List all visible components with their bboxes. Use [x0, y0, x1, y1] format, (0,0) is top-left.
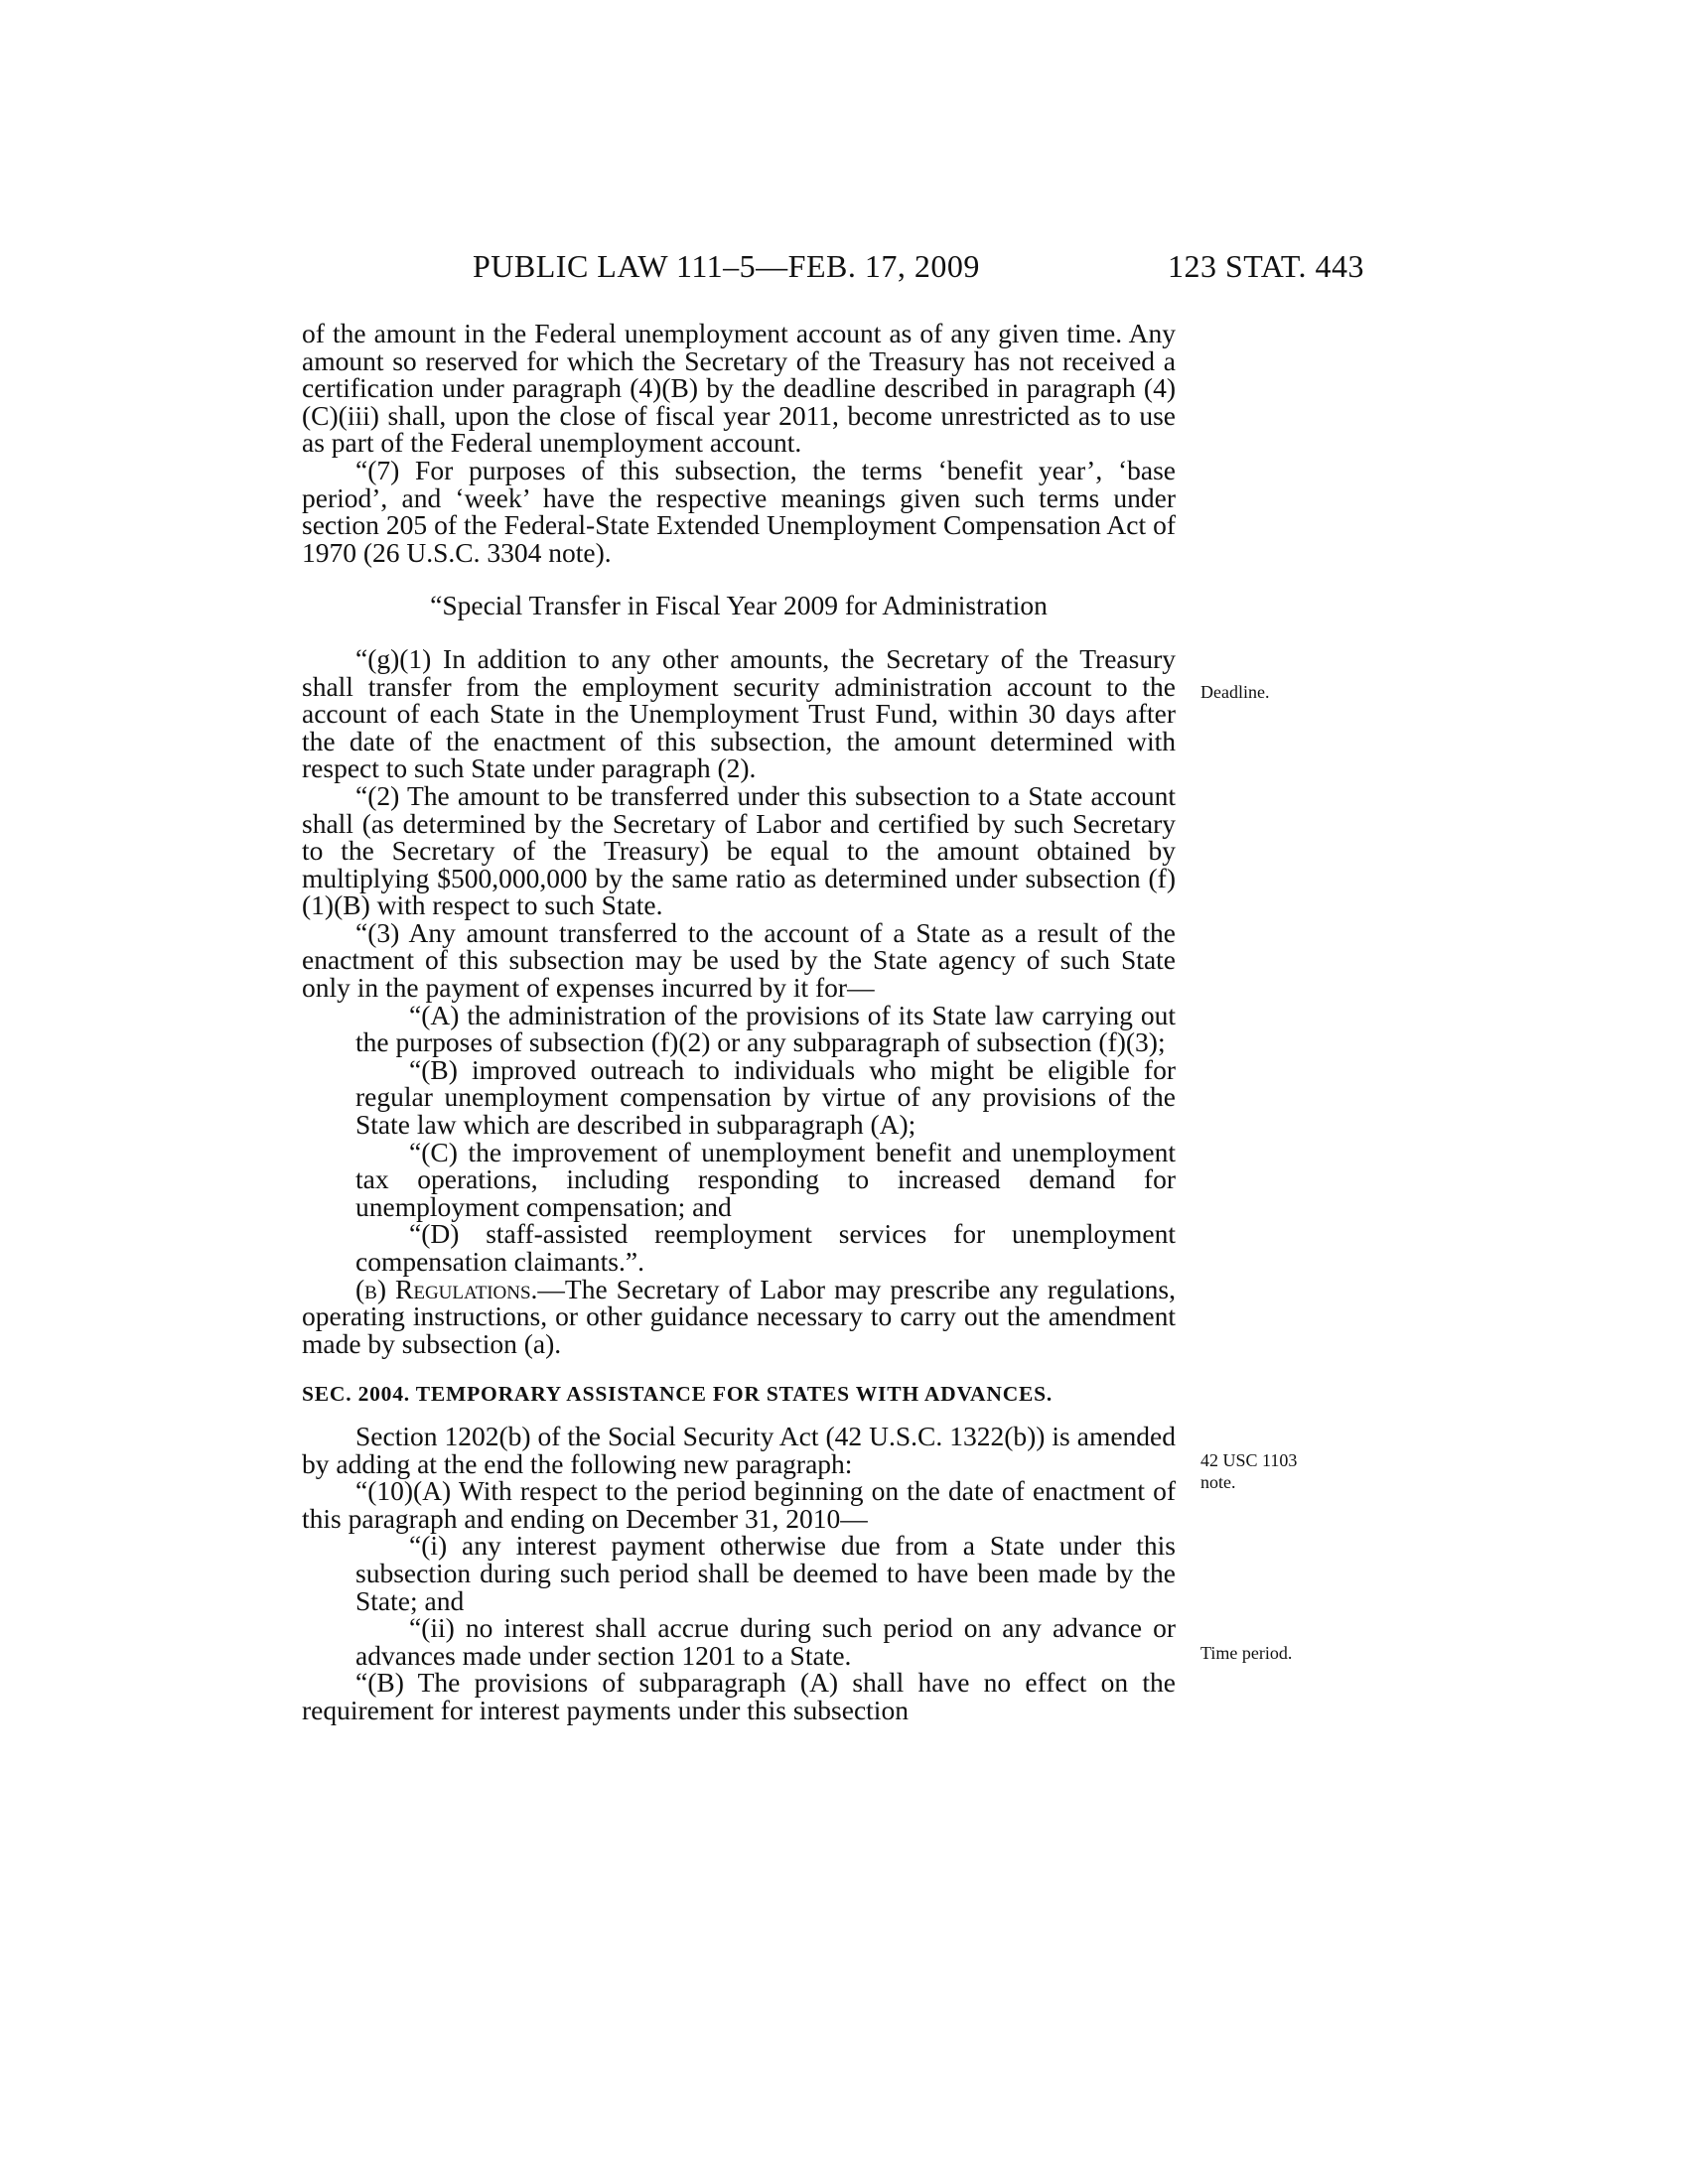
paragraph-7: “(7) For purposes of this subsection, the terms ‘benefit year’, ‘base period’, and ‘week’ have the respective meanings given such terms under section 205 of the Federal-State Extended Unemployment Compensation Act of 1970 (26 U.S.C. 3304 note). — [302, 454, 1176, 568]
paragraph-g1: “(g)(1) In addition to any other amounts, the Secretary of the Treasury shall transfer from the employment security administration account to the account of each State in the Unemployment Trust Fund, within 30 days after the date of the enactment of this subsection, the amount determined with respect to such State under paragraph (2). — [302, 642, 1176, 784]
subparagraph-b: “(B) improved outreach to individuals who might be eligible for regular unemployment compensation by virtue of any provisions of the State law which are described in subparagraph (A); — [355, 1053, 1176, 1141]
margin-note-usc — [1200, 1449, 1297, 1493]
subparagraph-d: “(D) staff-assisted reemployment services for unemployment compensation claimants.”. — [355, 1218, 1176, 1277]
section-2004-intro: Section 1202(b) of the Social Security Act (42 U.S.C. 1322(b)) is amended by adding at the end the following new paragraph: — [302, 1420, 1176, 1479]
subsection-heading: “Special Transfer in Fiscal Year 2009 for Administration — [430, 590, 1048, 621]
margin-note-usc-line2: note. — [1200, 1472, 1236, 1492]
subparagraph-c: “(C) the improvement of unemployment benefit and unemployment tax operations, including responding to increased demand for unemployment compensation; and — [355, 1136, 1176, 1222]
statute-body — [302, 320, 1176, 1724]
margin-note-deadline: Deadline. — [1200, 682, 1270, 702]
clause-ii: “(ii) no interest shall accrue during such period on any advance or advances made under section 1201 to a State. — [355, 1612, 1176, 1671]
regulations-paragraph — [302, 1273, 1176, 1359]
regulations-text: —The Secretary of Labor may prescribe any regulations, operating instructions, or other guidance necessary to carry out the amendment made by subsection (a). — [302, 1273, 1176, 1359]
page-stat-number: 123 STAT. 443 — [1167, 248, 1364, 284]
paragraph-10a: “(10)(A) With respect to the period beginning on the date of enactment of this paragraph and ending on December 31, 2010— — [302, 1475, 1176, 1534]
paragraph-continuation: of the amount in the Federal unemployment account as of any given time. Any amount so reserved for which the Secretary of the Treasury has not received a certification under paragraph (4)(B) by the deadline described in paragraph (4)(C)(iii) shall, upon the close of fiscal year 2011, become unrestricted as to use as part of the Federal unemployment account. — [302, 318, 1176, 459]
margin-note-usc-line1: 42 USC 1103 — [1200, 1450, 1298, 1470]
paragraph-g3: “(3) Any amount transferred to the account of a State as a result of the enactment of this subsection may be used by the State agency of such State only in the payment of expenses incurred by it for— — [302, 916, 1176, 1004]
margin-note-time-period: Time period. — [1200, 1643, 1293, 1663]
paragraph-10b: “(B) The provisions of subparagraph (A) shall have no effect on the requirement for interest payments under this subsection — [302, 1667, 1176, 1725]
clause-i: “(i) any interest payment otherwise due from a State under this subsection during such period shall be deemed to have been made by the State; and — [355, 1530, 1176, 1616]
section-2004-title: SEC. 2004. TEMPORARY ASSISTANCE FOR STATES WITH ADVANCES. — [302, 1382, 1054, 1407]
regulations-label: (b) Regulations. — [355, 1273, 538, 1304]
running-header-title: PUBLIC LAW 111–5—FEB. 17, 2009 — [473, 248, 980, 284]
subparagraph-a: “(A) the administration of the provisions of its State law carrying out the purposes of subsection (f)(2) or any subparagraph of subsection (f)(3); — [355, 999, 1176, 1058]
paragraph-g2: “(2) The amount to be transferred under this subsection to a State account shall (as determined by the Secretary of Labor and certified by such Secretary to the Secretary of the Treasury) be equal to the amount obtained by multiplying $500,000,000 by the same ratio as determined under subsection (f)(1)(B) with respect to such State. — [302, 779, 1176, 921]
